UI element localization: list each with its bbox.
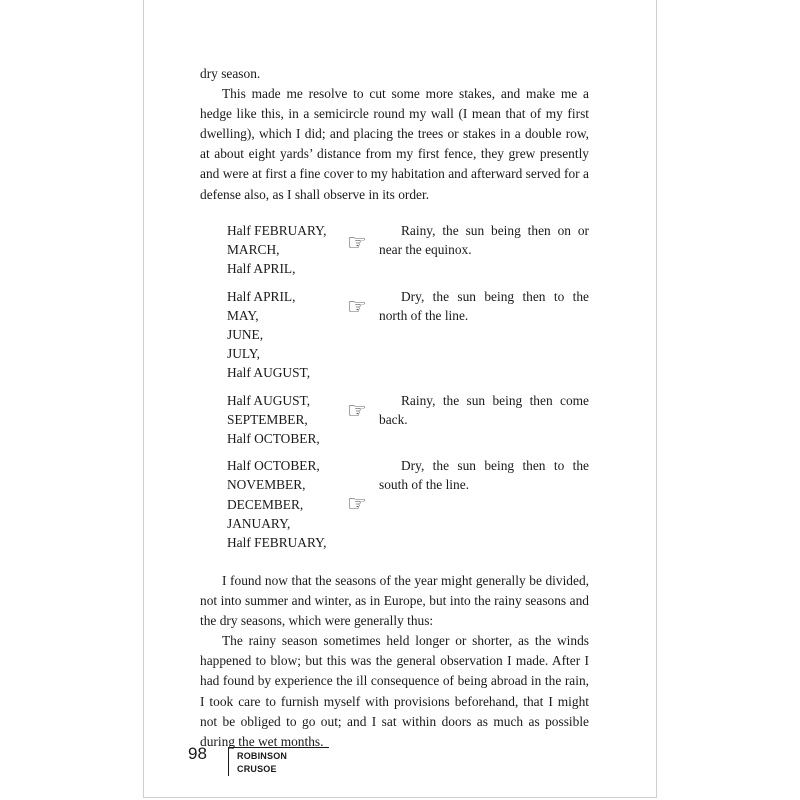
- season-months: [227, 391, 347, 449]
- month-entry: Half AUGUST,: [227, 392, 311, 408]
- bottom-text-block: [200, 571, 589, 752]
- page-footer: [188, 744, 338, 774]
- season-description-text: Dry, the sun being then to the south of the line.: [379, 458, 589, 493]
- month-entry: JULY,: [227, 346, 261, 362]
- season-description-text: Rainy, the sun being then come back.: [379, 392, 589, 427]
- season-description: [379, 221, 589, 279]
- month-entry: JANUARY,: [227, 515, 291, 531]
- season-row: [227, 221, 589, 279]
- top-text-block: [200, 64, 589, 205]
- month-entry: Half AUGUST,: [227, 365, 311, 381]
- month-entry: Half FEBRUARY,: [227, 223, 327, 238]
- season-description: [379, 287, 589, 383]
- pointing-hand-icon: ☞: [347, 398, 367, 424]
- season-row: [227, 456, 589, 552]
- season-pointer: [347, 287, 379, 383]
- season-table: [227, 221, 589, 560]
- month-entry: NOVEMBER,: [227, 477, 306, 493]
- month-entry: Half FEBRUARY,: [227, 535, 327, 551]
- season-row: [227, 391, 589, 449]
- season-pointer: [347, 391, 379, 449]
- season-pointer: [347, 221, 379, 279]
- paragraph-continuation: dry season.: [200, 66, 261, 81]
- season-description: [379, 456, 589, 552]
- month-entry: Half APRIL,: [227, 288, 296, 304]
- season-months: [227, 221, 347, 279]
- pointing-hand-icon: ☞: [347, 492, 367, 518]
- page-number: 98: [188, 744, 207, 763]
- month-entry: JUNE,: [227, 327, 264, 343]
- season-description-text: Rainy, the sun being then on or near the equinox.: [379, 223, 589, 258]
- month-entry: SEPTEMBER,: [227, 411, 308, 427]
- pointing-hand-icon: ☞: [347, 231, 367, 256]
- month-entry: DECEMBER,: [227, 496, 304, 512]
- pointing-hand-icon: ☞: [347, 294, 367, 320]
- paragraph-hedge: This made me resolve to cut some more stakes, and make me a hedge like this, in a semicircle round my wall (I mean that of my first dwelling), which I did; and placing the trees or stakes in a double row, at about eight yards’ distance from my first fence, they grew presently and were at first a fine cover to my habitation and afterward served for a defense also, as I shall observe in its order.: [200, 86, 589, 202]
- season-months: [227, 456, 347, 552]
- month-entry: MAY,: [227, 307, 259, 323]
- paragraph-seasons: I found now that the seasons of the year might generally be divided, not into summer and winter, as in Europe, but into the rainy seasons and the dry seasons, which were generally thus:: [200, 573, 589, 629]
- season-description-text: Dry, the sun being then to the north of the line.: [379, 288, 589, 323]
- season-description: [379, 391, 589, 449]
- season-row: [227, 287, 589, 383]
- running-head: ROBINSON CRUSOE: [228, 747, 329, 776]
- month-entry: Half APRIL,: [227, 261, 296, 277]
- month-entry: Half OCTOBER,: [227, 458, 320, 474]
- season-months: [227, 287, 347, 383]
- paragraph-rainy-season: The rainy season sometimes held longer or shorter, as the winds happened to blow; but this was the general observation I made. After I had found by experience the ill consequence of being abroad in the rain, I took care to furnish myself with provisions beforehand, that I might not be obliged to go out; and I sat within doors as much as possible during the wet months.: [200, 633, 589, 749]
- month-entry: MARCH,: [227, 242, 280, 258]
- season-pointer: [347, 456, 379, 552]
- month-entry: Half OCTOBER,: [227, 431, 320, 447]
